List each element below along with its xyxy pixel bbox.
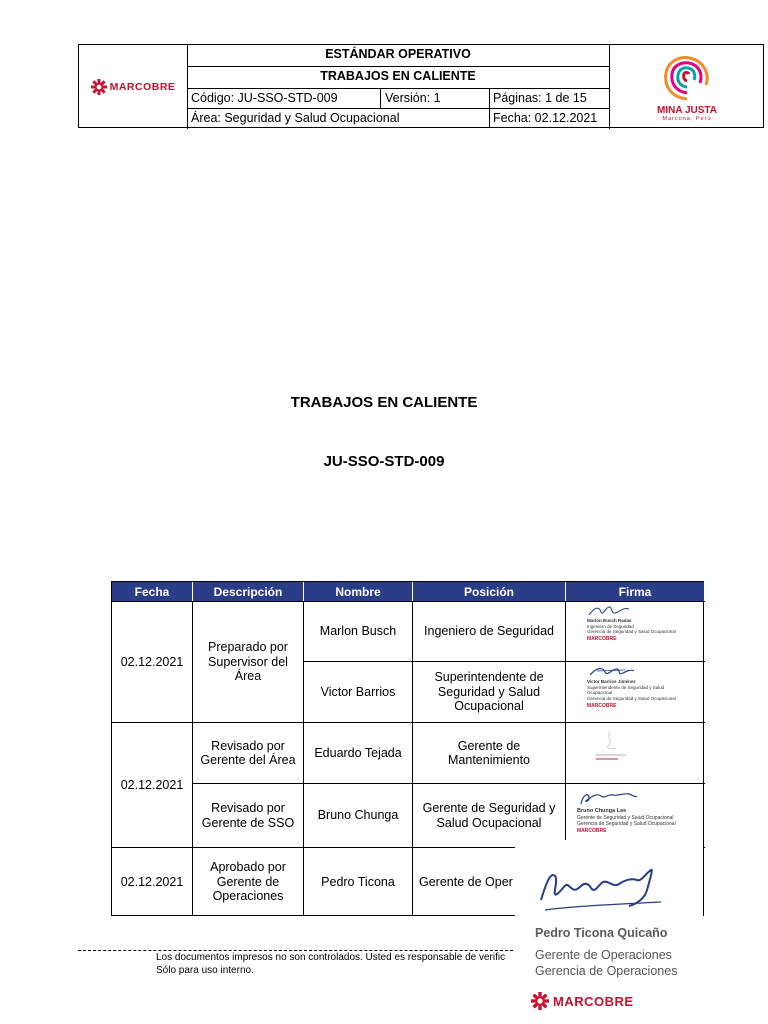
marcobre-wordmark: MARCOBRE (109, 81, 176, 93)
col-header-posicion: Posición (413, 582, 565, 601)
signature-card-pedro-ticona (515, 840, 703, 1024)
posicion-cell: Gerente de Oper (419, 874, 513, 889)
posicion-cell: Superintendente de Seguridad y Salud Ocupacional (434, 670, 544, 714)
doc-version: Versión: 1 (385, 91, 441, 105)
posicion-cell: Gerente de Mantenimiento (448, 738, 530, 767)
nombre-cell: Eduardo Tejada (314, 745, 402, 760)
footer-divider (78, 950, 518, 951)
handwritten-signature-icon (587, 604, 637, 618)
posicion-cell: Ingeniero de Seguridad (424, 624, 554, 639)
col-header-fecha: Fecha (112, 582, 192, 601)
descripcion-cell: Aprobado por Gerente de Operaciones (210, 860, 286, 904)
doc-pages: Páginas: 1 de 15 (493, 91, 587, 105)
nombre-cell: Pedro Ticona (321, 874, 395, 889)
signer-name: Pedro Ticona Quicaño (535, 926, 668, 940)
nombre-cell: Victor Barrios (320, 684, 396, 699)
marcobre-mini-logo: MARCOBRE (587, 635, 617, 642)
nombre-cell: Bruno Chunga (317, 808, 399, 823)
signature-victor-barrios: Victor Barrios Jiménez Superintendente de Seguridad y Salud Ocupacional Gerencia de Seguridad y Salud Ocupacional MARCOBRE (587, 665, 676, 709)
fecha-cell: 02.12.2021 (120, 654, 184, 669)
col-header-firma: Firma (566, 582, 704, 601)
doc-title: TRABAJOS EN CALIENTE (320, 69, 476, 83)
handwritten-signature-icon (577, 790, 641, 808)
marcobre-mini-logo: MARCOBRE (587, 702, 617, 709)
signer-position: Gerente de Operaciones (535, 948, 672, 962)
doc-area: Área: Seguridad y Salud Ocupacional (191, 111, 400, 125)
doc-date: Fecha: 02.12.2021 (493, 111, 598, 125)
document-header (78, 44, 764, 128)
cover-code: JU-SSO-STD-009 (323, 453, 445, 470)
handwritten-signature-icon (587, 665, 637, 679)
doc-type: ESTÁNDAR OPERATIVO (325, 47, 471, 61)
cover-title: TRABAJOS EN CALIENTE (290, 394, 478, 411)
doc-code: Código: JU-SSO-STD-009 (191, 91, 338, 105)
mina-justa-logo (609, 45, 765, 129)
col-header-nombre: Nombre (304, 582, 412, 601)
handwritten-signature-icon (533, 850, 673, 920)
posicion-cell: Gerente de Seguridad y Salud Ocupacional (422, 801, 556, 830)
fecha-cell: 02.12.2021 (120, 874, 184, 889)
marcobre-mark-icon (531, 992, 549, 1010)
handwritten-signature-icon (596, 730, 626, 752)
mina-justa-fingerprint-icon (658, 53, 716, 103)
signature-marlon-busch: Marlon Busch Radas Ingeniero de Seguridad Gerencia de Seguridad y Salud Ocupacional MARCOBRE (587, 604, 676, 642)
nombre-cell: Marlon Busch (319, 624, 397, 639)
descripcion-cell: Revisado por Gerente de SSO (201, 801, 295, 830)
fecha-cell: 02.12.2021 (120, 777, 184, 792)
signer-department: Gerencia de Operaciones (535, 964, 678, 978)
marcobre-logo (531, 992, 634, 1010)
marcobre-logo (79, 45, 187, 129)
descripcion-cell: Preparado por Supervisor del Área (208, 640, 288, 684)
col-header-descripcion: Descripción (193, 582, 303, 601)
marcobre-wordmark: MARCOBRE (553, 993, 634, 1009)
mina-justa-wordmark: MINA JUSTA (657, 104, 717, 116)
footer-disclaimer: Los documentos impresos no son controlados. Usted es responsable de verific Sólo para uso interno. (156, 952, 506, 976)
mina-justa-location: Marcona, Perú (662, 115, 712, 122)
marcobre-mini-logo: MARCOBRE (577, 828, 607, 835)
descripcion-cell: Revisado por Gerente del Área (200, 738, 296, 767)
signature-bruno-chunga: Bruno Chunga Lee Gerente de Seguridad y Salud Ocupacional Gerencia de Seguridad y Salud Ocupacional MARCOBRE (577, 790, 676, 835)
marcobre-mark-icon (91, 79, 107, 95)
signature-eduardo-tejada (596, 730, 626, 760)
